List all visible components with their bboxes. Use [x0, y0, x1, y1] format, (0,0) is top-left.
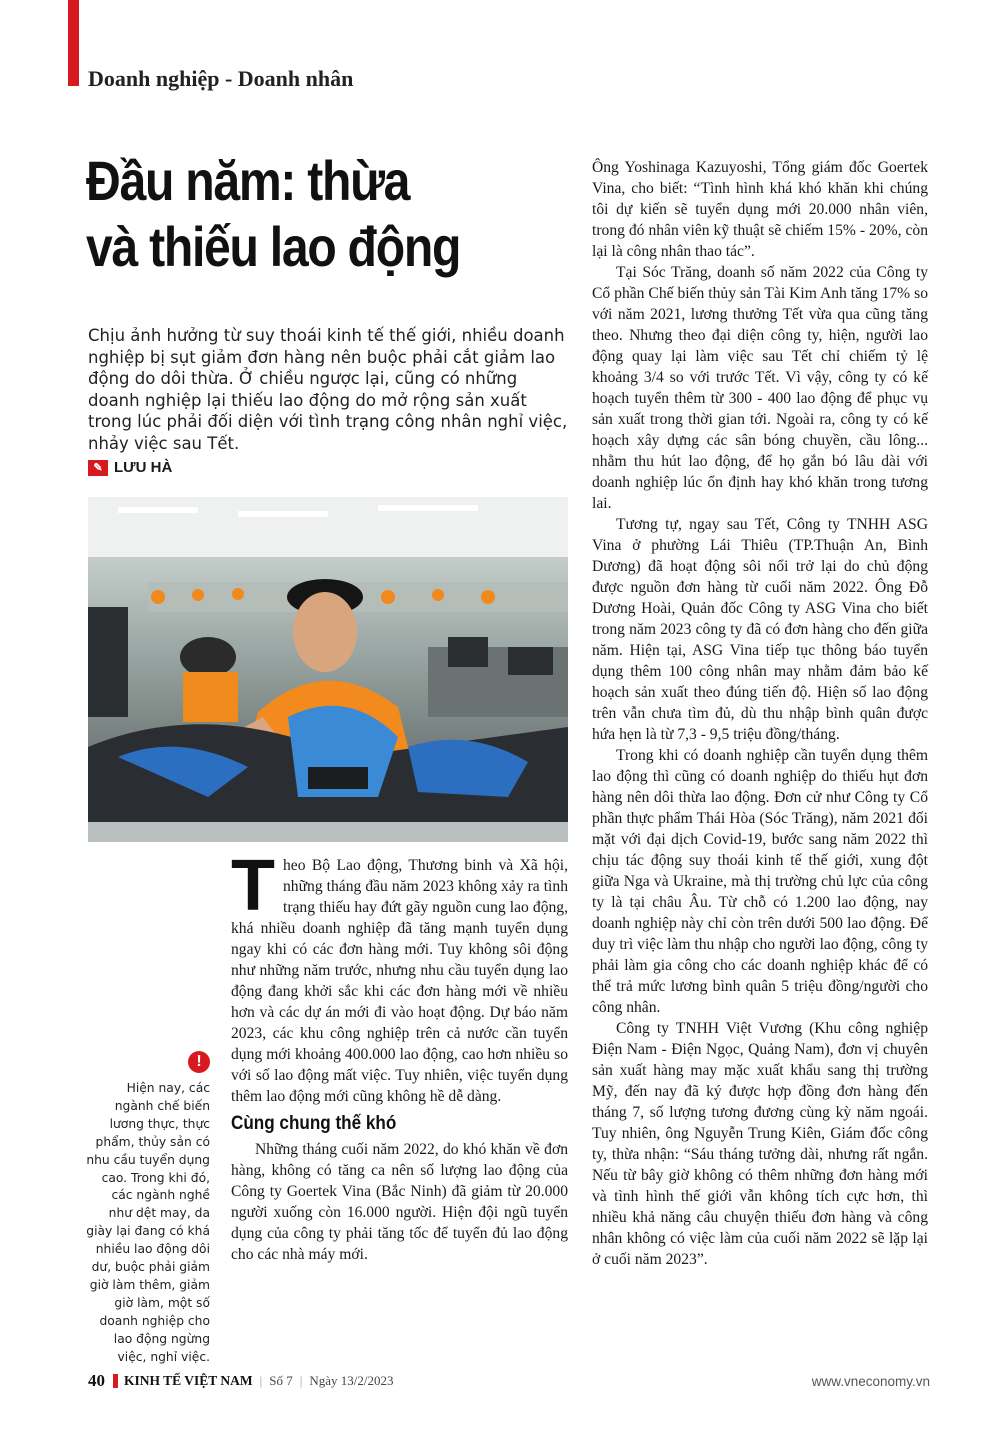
issue-number: Số 7 [269, 1373, 293, 1388]
article-lead: Chịu ảnh hưởng từ suy thoái kinh tế thế giới, nhiều doanh nghiệp bị sụt giảm đơn hàng nên buộc phải cắt giảm lao động do dôi thừa. Ở chiều ngược lại, cũng có những doanh nghiệp lại thiếu lao động do mở rộng sản xuất trong lúc phải đối diện với tình trạng công nhân nghỉ việc, nhảy việc sau Tết. [88, 326, 568, 453]
subheading: Cùng chung thế khó [231, 1113, 397, 1134]
footer-accent-bar [113, 1374, 118, 1388]
article-photo [88, 497, 568, 842]
author-byline [88, 459, 172, 476]
pen-icon: ✎ [88, 460, 108, 476]
side-note: Hiện nay, các ngành chế biến lương thực, thực phẩm, thủy sản có nhu cầu tuyển dụng cao. Trong khi đó, các ngành nghề như dệt may, da giày lại đang có khá nhiều lao động dôi dư, buộc phải giảm giờ làm thêm, giảm giờ làm, một số doanh nghiệp cho lao động ngừng việc, nghỉ việc. [86, 1081, 210, 1364]
body-paragraph: Tương tự, ngay sau Tết, Công ty TNHH ASG Vina ở phường Lái Thiêu (TP.Thuận An, Bình Dương) đã hoạt động sôi nổi trở lại do chủ động được nguồn đơn hàng từ cuối năm 2022. Ông Đỗ Dương Hoài, Quản đốc Công ty ASG Vina cho biết trong năm 2023 công ty đã có đơn hàng cho đến giữa năm. Hiện tại, ASG Vina tiếp tục thông báo tuyển dụng thêm 100 công nhân may nhằm đảm bảo kế hoạch sản xuất theo đúng tiến độ. Hiện số lao động trên vẫn chưa tìm đủ, dù thu nhập bình quân được hứa hẹn là từ 7,3 - 9,5 triệu đồng/tháng. [592, 516, 928, 743]
body-paragraph: Công ty TNHH Việt Vương (Khu công nghiệp Điện Nam - Điện Ngọc, Quảng Nam), đơn vị chuyên sản xuất hàng may mặc xuất khẩu sang thị trường Mỹ, đến nay đã ký được hợp đồng đơn hàng đến tháng 7, số lượng tương đương cùng kỳ năm ngoái. Tuy nhiên, ông Nguyễn Trung Kiên, Giám đốc công ty, thừa nhận: “Sáu tháng tưởng dài, nhưng rất ngắn. Nếu từ bây giờ không có thêm những đơn hàng mới và tình hình thế giới vẫn không tích cực hơn, thì nhiều khả năng câu chuyện thiếu đơn hàng và công nhân không có việc làm của cuối năm 2022 sẽ lặp lại ở cuối năm 2023”. [592, 1020, 928, 1268]
article-title [86, 148, 499, 280]
body-column-middle [231, 846, 568, 1265]
section-label: Doanh nghiệp - Doanh nhân [88, 66, 354, 91]
body-paragraph: Tại Sóc Trăng, doanh số năm 2022 của Công ty Cổ phần Chế biến thủy sản Tài Kim Anh tăng 17% so với năm 2021, lương thưởng Tết vừa qua cũng tăng theo. Nhưng theo đại diện công ty, hiện, người lao động quay lại làm việc sau Tết chỉ chiếm tỷ lệ khoảng 3/4 so với trước Tết. Vì vậy, công ty có kế hoạch tuyển thêm từ 300 - 400 lao động để phục vụ sản xuất trong thời gian tới. Ngoài ra, công ty có kế hoạch xây dựng các sân bóng chuyền, cầu lông... nhằm thu hút lao động, để họ gắn bó lâu dài với doanh nghiệp lúc ổn định hay khó khăn trong tương lai. [592, 264, 928, 512]
page-footer [88, 1371, 930, 1391]
body-paragraph: Theo Bộ Lao động, Thương binh và Xã hội, những tháng đầu năm 2023 không xảy ra tình trạng thiếu hay đứt gãy nguồn cung lao động, khá nhiều doanh nghiệp đã tăng mạnh tuyển dụng ngay khi có các đơn hàng mới. Tuy không sôi động như những năm trước, nhưng nhu cầu tuyển dụng lao động đang khởi sắc khi các đơn hàng mới về nhiều hơn và các dự án mới đi vào hoạt động. Dự báo năm 2023, các khu công nghiệp trên cả nước cần tuyển dụng mới khoảng 400.000 lao động, cao hơn nhiều so với số lao động mất việc. Tuy nhiên, việc tuyển dụng thêm lao động mới cũng không hề dễ dàng. [231, 846, 568, 1105]
website-link[interactable]: www.vneconomy.vn [811, 1373, 930, 1389]
drop-cap: T [231, 846, 275, 926]
author-name: LƯU HÀ [114, 459, 173, 476]
title-line-1: Đầu năm: thừa [86, 149, 410, 212]
body-paragraph: Trong khi có doanh nghiệp cần tuyển dụng thêm lao động thì cũng có doanh nghiệp do thiếu hụt đơn hàng nên dôi thừa lao động. Đơn cử như Công ty Cổ phần thực phẩm Thái Hòa (Sóc Trăng), năm 2021 đối mặt với đại dịch Covid-19, bước sang năm 2022 thì chịu tác động suy thoái kinh tế thế giới, xung đột giữa Nga và Ukraine, mà thị trường chủ lực của công ty là tại châu Âu. Từ chỗ có 1.200 lao động, nay doanh nghiệp này chỉ còn trên dưới 500 lao động. Để duy trì việc làm thu nhập cho người lao động, công ty phải làm gia công cho các doanh nghiệp khác để có thể trả mức lương bình quân 5 triệu đồng/người cho công nhân. [592, 747, 928, 1016]
section-accent-bar [68, 0, 79, 86]
magazine-name: KINH TẾ VIỆT NAM [124, 1373, 253, 1388]
title-line-2: và thiếu lao động [86, 215, 461, 278]
separator: | [299, 1373, 303, 1388]
issue-date: Ngày 13/2/2023 [309, 1373, 394, 1388]
exclamation-icon: ! [188, 1051, 210, 1073]
body-paragraph: Những tháng cuối năm 2022, do khó khăn về đơn hàng, không có tăng ca nên số lượng lao động của Công ty Goertek Vina (Bắc Ninh) đã giảm từ 20.000 người xuống còn 16.000 người. Hiện đội ngũ tuyển dụng của công ty phải tăng tốc để tuyển đủ lao động cho các nhà máy mới. [231, 1141, 568, 1263]
separator: | [259, 1373, 263, 1388]
body-paragraph: Ông Yoshinaga Kazuyoshi, Tổng giám đốc Goertek Vina, cho biết: “Tình hình khá khó khăn khi chúng tôi dự kiến sẽ tuyển dụng mới 20.000 nhân viên, trong đó nhân viên kỹ thuật sẽ chiếm 15% - 20%, còn lại là công nhân thao tác”. [592, 159, 928, 260]
page-number: 40 [88, 1371, 105, 1390]
body-column-right [592, 157, 928, 1270]
